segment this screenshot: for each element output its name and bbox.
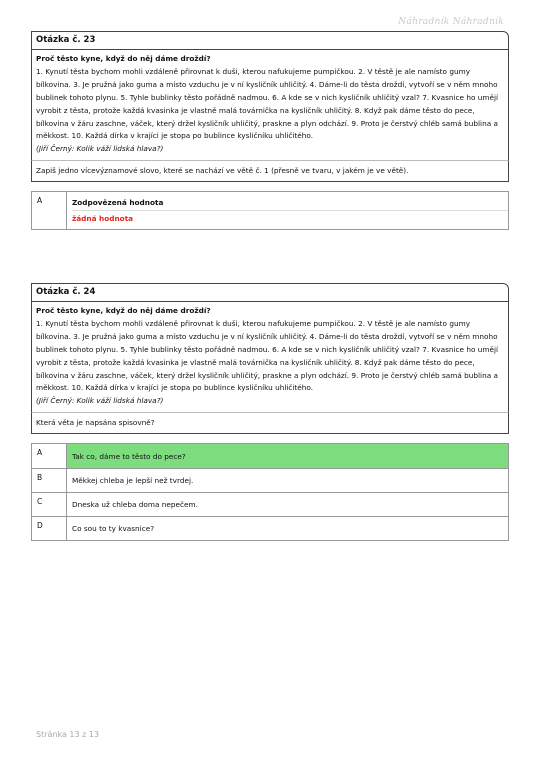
response-table bbox=[31, 191, 509, 230]
question-task: Zapiš jedno vícevýznamové slovo, které se nachází ve větě č. 1 (přesně ve tvaru, v jakém je ve větě). bbox=[31, 161, 509, 182]
option-row-c[interactable] bbox=[32, 493, 509, 517]
passage-text: 1. Kynutí těsta bychom mohli vzdáleně přirovnat k duši, kterou nafukujeme pumpičkou. 2. V těstě je ale namísto gumy bílkovina. 3. Je pružná jako guma a místo vzduchu je v ní kysličník uhličitý. 4. Dáme-li do těsta droždí, vytvoří se v něm mnoho bublinek tohoto plynu. 5. Tyhle bublinky těsto pořádně nadmou. 6. A kde se v nich kysličník uhličitý vzal? 7. Kvasnice ho umějí vyrobit z těsta, protože každá kvasinka je vlastně malá továrnička na kysličník uhličitý. 8. Když pak dáme těsto do pece, bílkovina v žáru zaschne, váček, který držel kysličník uhličitý, praskne a plyn odchází. 9. Proto je čerstvý chléb samá bublina a měkkost. 10. Každá dírka v krajíci je stopa po bublince kysličníku uhličitého. bbox=[36, 318, 499, 393]
option-text[interactable]: Dneska už chleba doma nepečem. bbox=[67, 493, 509, 517]
passage-source: (Jiří Černý: Kolik váží lidská hlava?) bbox=[36, 396, 164, 406]
option-row-a[interactable] bbox=[32, 444, 509, 469]
option-text[interactable]: Co sou to ty kvasnice? bbox=[67, 517, 509, 541]
passage-text: 1. Kynutí těsta bychom mohli vzdáleně přirovnat k duši, kterou nafukujeme pumpičkou. 2. V těstě je ale namísto gumy bílkovina. 3. Je pružná jako guma a místo vzduchu je v ní kysličník uhličitý. 4. Dáme-li do těsta droždí, vytvoří se v něm mnoho bublinek tohoto plynu. 5. Tyhle bublinky těsto pořádně nadmou. 6. A kde se v nich kysličník uhličitý vzal? 7. Kvasnice ho umějí vyrobit z těsta, protože každá kvasinka je vlastně malá továrnička na kysličník uhličitý. 8. Když pak dáme těsto do pece, bílkovina v žáru zaschne, váček, který držel kysličník uhličitý, praskne a plyn odchází. 9. Proto je čerstvý chléb samá bublina a měkkost. 10. Každá dírka v krajíci je stopa po bublince kysličníku uhličitého. bbox=[36, 66, 499, 141]
header-note: Náhradník Náhradník bbox=[398, 17, 504, 27]
response-cell bbox=[67, 192, 509, 230]
question-task: Která věta je napsána spisovně? bbox=[31, 413, 509, 434]
passage-heading: Proč těsto kyne, když do něj dáme droždí? bbox=[36, 306, 211, 315]
option-text[interactable]: Tak co, dáme to těsto do pece? bbox=[67, 444, 509, 469]
option-letter: C bbox=[32, 493, 67, 517]
passage-source: (Jiří Černý: Kolik váží lidská hlava?) bbox=[36, 144, 164, 154]
question-24 bbox=[31, 283, 509, 541]
response-label: Zodpovězená hodnota bbox=[72, 198, 164, 208]
page-footer: Stránka 13 z 13 bbox=[36, 730, 100, 739]
option-row-b[interactable] bbox=[32, 469, 509, 493]
option-row-d[interactable] bbox=[32, 517, 509, 541]
option-letter: A bbox=[32, 444, 67, 469]
option-letter: B bbox=[32, 469, 67, 493]
option-letter: A bbox=[32, 192, 67, 230]
option-letter: D bbox=[32, 517, 67, 541]
question-23 bbox=[31, 31, 509, 230]
options-table bbox=[31, 443, 509, 541]
question-body bbox=[31, 50, 509, 161]
question-title: Otázka č. 24 bbox=[31, 283, 509, 302]
question-body bbox=[31, 302, 509, 413]
option-text[interactable]: Měkkej chleba je lepší než tvrdej. bbox=[67, 469, 509, 493]
question-title: Otázka č. 23 bbox=[31, 31, 509, 50]
response-value: žádná hodnota bbox=[72, 210, 508, 229]
passage-heading: Proč těsto kyne, když do něj dáme droždí? bbox=[36, 54, 211, 63]
